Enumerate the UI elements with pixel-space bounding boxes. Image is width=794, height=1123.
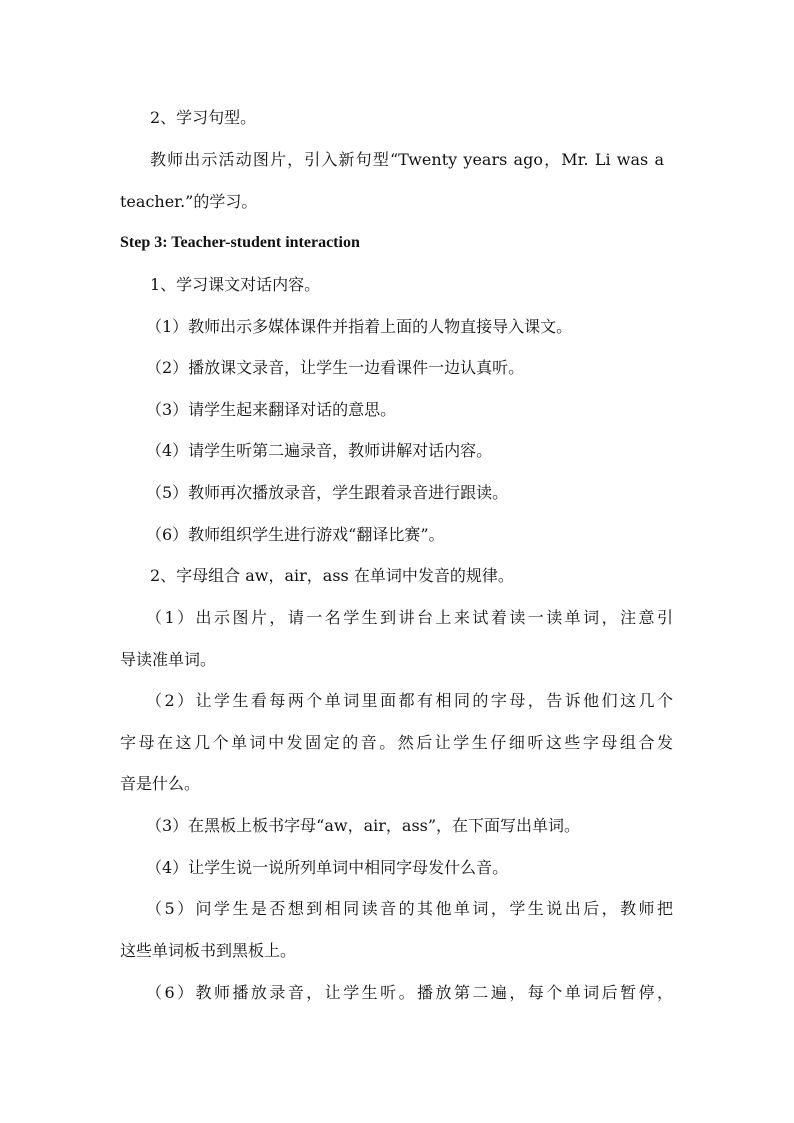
- list-item: （4）请学生听第二遍录音，教师讲解对话内容。: [146, 441, 493, 460]
- list-item: （2）播放课文录音，让学生一边看课件一边认真听。: [146, 358, 525, 377]
- paragraph-line: 字母在这几个单词中发固定的音。然后让学生仔细听这些字母组合发: [120, 733, 673, 752]
- list-item: （1）教师出示多媒体课件并指着上面的人物直接导入课文。: [146, 317, 573, 336]
- list-item: （4）让学生说一说所列单词中相同字母发什么音。: [146, 858, 509, 877]
- paragraph-line: 教师出示活动图片，引入新句型“Twenty years ago，Mr. Li was a: [150, 150, 664, 169]
- list-item: （2）让学生看每两个单词里面都有相同的字母，告诉他们这几个: [146, 691, 673, 710]
- paragraph-line: 这些单词板书到黑板上。: [120, 941, 297, 960]
- list-item: （5）问学生是否想到相同读音的其他单词，学生说出后，教师把: [146, 899, 673, 918]
- list-item: （1）出示图片，请一名学生到讲台上来试着读一读单词，注意引: [146, 608, 673, 627]
- list-item: （3）在黑板上板书字母“aw，air，ass”，在下面写出单词。: [146, 816, 581, 835]
- paragraph-line: 音是什么。: [120, 774, 201, 793]
- list-item: （3）请学生起来翻译对话的意思。: [146, 400, 397, 419]
- paragraph-line: 2、学习句型。: [150, 108, 257, 127]
- list-item: （5）教师再次播放录音，学生跟着录音进行跟读。: [146, 483, 509, 502]
- paragraph-line: 1、学习课文对话内容。: [150, 275, 321, 294]
- paragraph-line: 2、字母组合 aw，air，ass 在单词中发音的规律。: [150, 566, 514, 585]
- list-item: （6）教师播放录音，让学生听。播放第二遍，每个单词后暂停，: [146, 983, 673, 1002]
- list-item: （6）教师组织学生进行游戏“翻译比赛”。: [146, 525, 445, 544]
- section-heading: Step 3: Teacher-student interaction: [120, 234, 360, 251]
- paragraph-line: 导读准单词。: [120, 650, 217, 669]
- paragraph-line: teacher.”的学习。: [120, 192, 258, 211]
